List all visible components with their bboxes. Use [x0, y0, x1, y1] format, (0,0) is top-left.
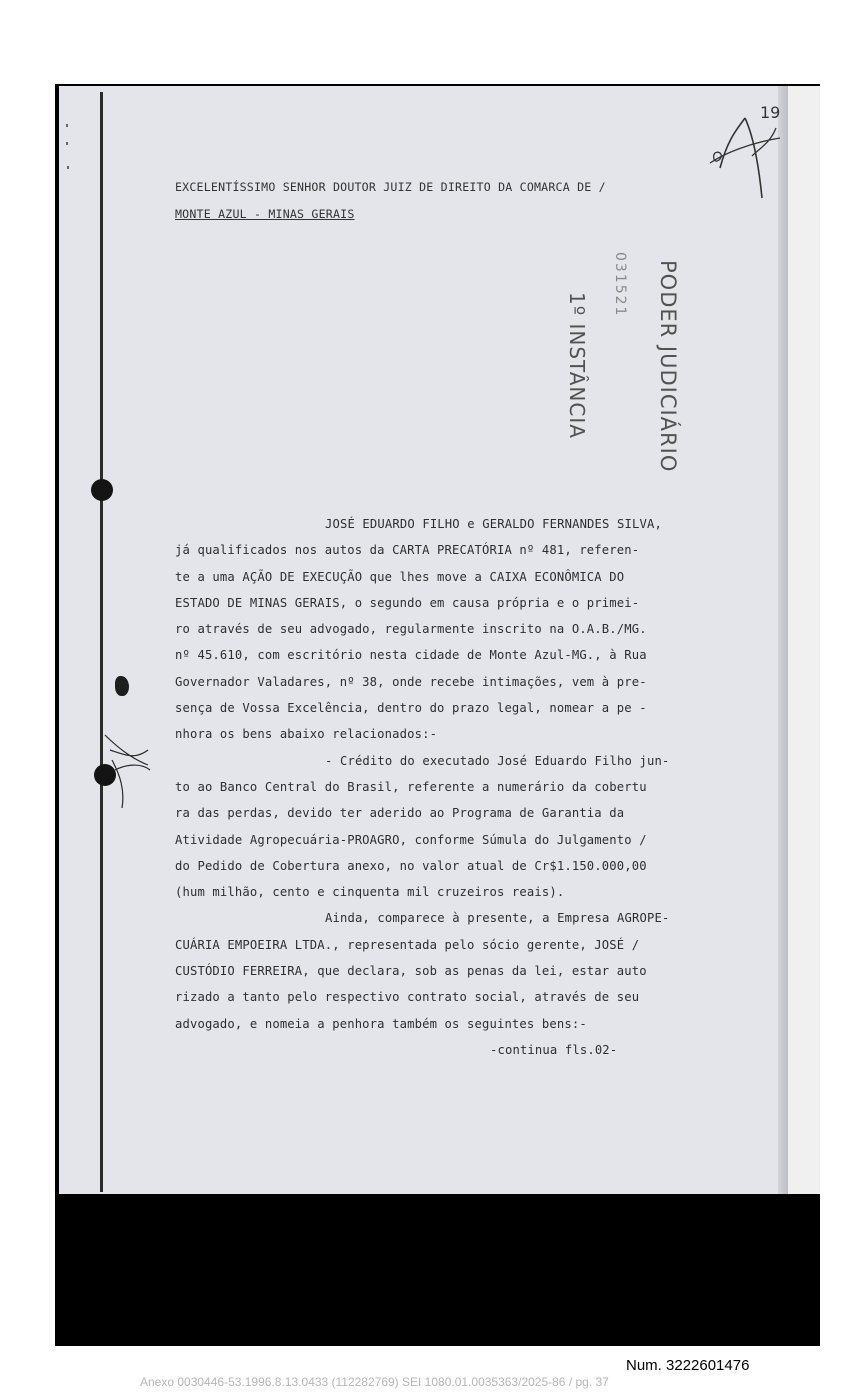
document-reference: Anexo 0030446-53.1996.8.13.0433 (112282769) SEI 1080.01.0035363/2025-86 / pg. 37 — [140, 1375, 609, 1389]
body-line: Ainda, comparece à presente, a Empresa AGROPE- — [325, 911, 670, 926]
signature-mark — [700, 98, 790, 208]
stamp-line-1: PODER JUDICIÁRIO — [656, 260, 680, 473]
body-line: rizado a tanto pelo respectivo contrato social, através de seu — [175, 990, 640, 1005]
stamp-line-2: 031521 — [612, 252, 628, 318]
body-line: advogado, e nomeia a penhora também os seguintes bens:- — [175, 1016, 587, 1031]
paper-right-strip — [788, 86, 820, 1194]
body-line: ESTADO DE MINAS GERAIS, o segundo em causa própria e o primei- — [175, 595, 640, 610]
body-line: JOSÉ EDUARDO FILHO e GERALDO FERNANDES SILVA, — [325, 517, 662, 531]
margin-line — [100, 92, 103, 1192]
body-line: já qualificados nos autos da CARTA PRECATÓRIA nº 481, referen- — [175, 543, 640, 558]
body-line: CUSTÓDIO FERREIRA, que declara, sob as penas da lei, estar auto — [175, 964, 647, 979]
body-line: ra das perdas, devido ter aderido ao Programa de Garantia da — [175, 806, 625, 821]
margin-mark — [67, 166, 69, 169]
body-line: sença de Vossa Excelência, dentro do prazo legal, nomear a pe - — [175, 701, 647, 716]
margin-scribble — [100, 720, 160, 820]
addressee-line-2: MONTE AZUL - MINAS GERAIS — [175, 207, 355, 221]
body-line: te a uma AÇÃO DE EXECUÇÃO que lhes move a CAIXA ECONÔMICA DO — [175, 569, 625, 584]
paper-edge — [778, 86, 788, 1194]
body-line: ro através de seu advogado, regularmente inscrito na O.A.B./MG. — [175, 622, 647, 637]
body-line: do Pedido de Cobertura anexo, no valor atual de Cr$1.150.000,00 — [175, 858, 647, 873]
body-line: Atividade Agropecuária-PROAGRO, conforme Súmula do Julgamento / — [175, 832, 647, 847]
body-line: CUÁRIA EMPOEIRA LTDA., representada pelo sócio gerente, JOSÉ / — [175, 937, 640, 952]
continuation-note: -continua fls.02- — [490, 1042, 618, 1057]
stamp-line-3: 1º INSTÂNCIA — [565, 292, 589, 439]
body-line: to ao Banco Central do Brasil, referente a numerário da cobertu — [175, 779, 647, 794]
margin-mark — [66, 142, 68, 145]
ink-blot — [115, 676, 129, 696]
body-line: nº 45.610, com escritório nesta cidade de Monte Azul-MG., à Rua — [175, 648, 647, 663]
petition-body — [175, 511, 755, 1063]
body-line: Governador Valadares, nº 38, onde recebe intimações, vem à pre- — [175, 674, 647, 689]
punch-hole — [91, 479, 113, 501]
margin-mark — [66, 124, 68, 127]
document-number: Num. 3222601476 — [626, 1357, 750, 1374]
body-line: - Crédito do executado José Eduardo Filho jun- — [325, 753, 670, 768]
page-annotation: 19 — [760, 103, 781, 122]
body-line: (hum milhão, cento e cinquenta mil cruzeiros reais). — [175, 885, 565, 900]
body-line: nhora os bens abaixo relacionados:- — [175, 727, 438, 742]
addressee-line-1: EXCELENTÍSSIMO SENHOR DOUTOR JUIZ DE DIREITO DA COMARCA DE / — [175, 180, 606, 194]
